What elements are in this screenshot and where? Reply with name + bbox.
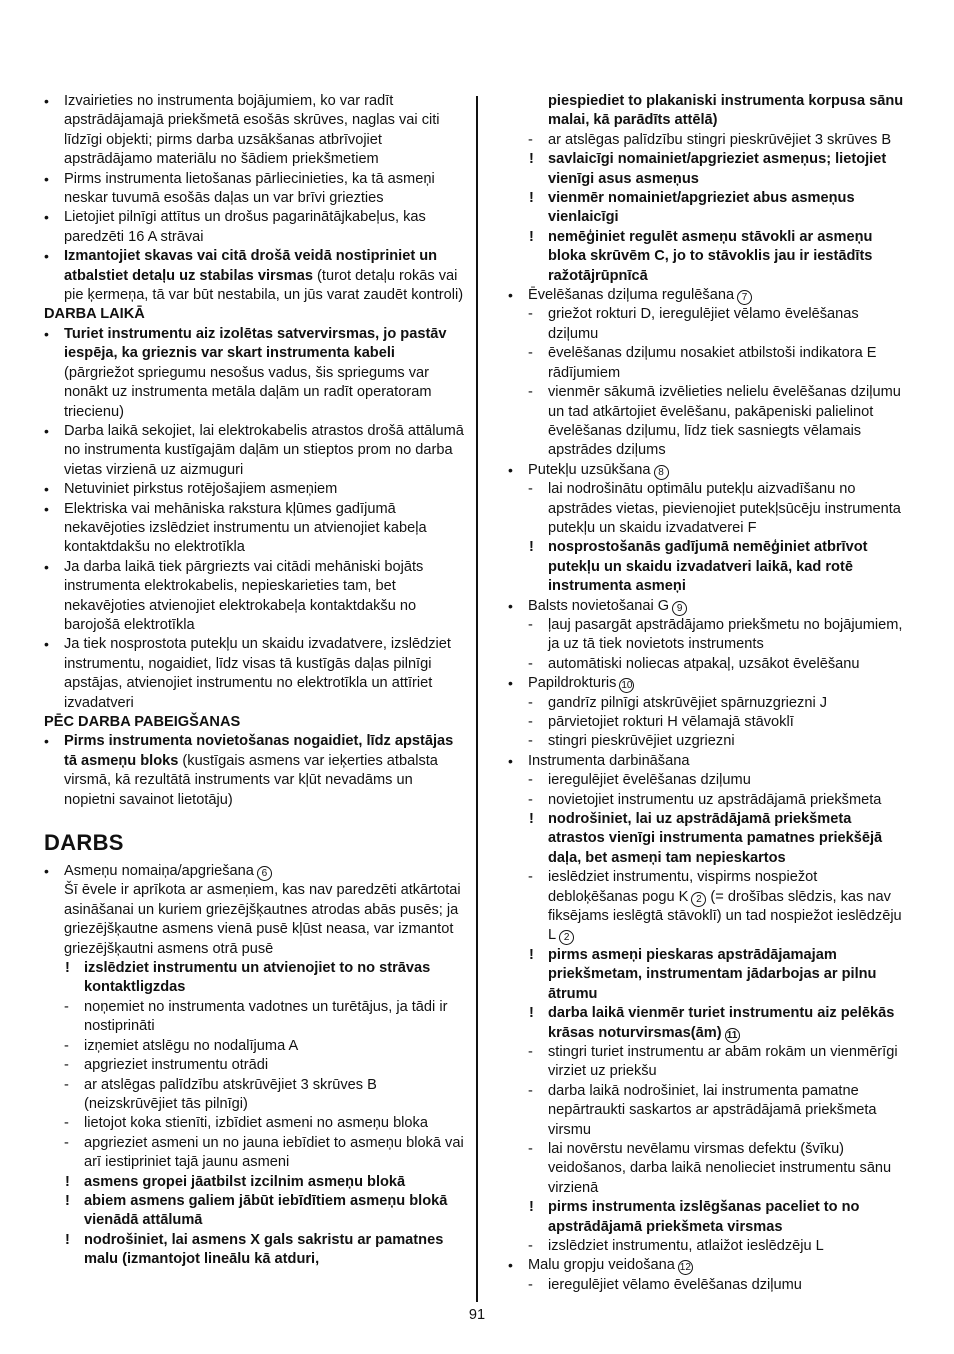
text-run: Instrumenta darbināšana: [528, 752, 690, 769]
step-item: [508, 480, 910, 538]
text-run: savlaicīgi nomainiet/apgrieziet asmeņus; lietojiet vienīgi asus asmeņus: [548, 151, 887, 187]
text-run: ar atslēgas palīdzību stingri pieskrūvējiet 3 skrūves B: [548, 131, 892, 148]
warning-icon: !: [65, 1231, 70, 1248]
dash-marker: -: [528, 869, 533, 886]
text-run: (turot detaļu rokās vai pie ķermeņa, tā var būt nestabila, un jūs varat zaudēt kontroli): [64, 267, 464, 304]
step-item: [508, 655, 910, 674]
bullet-marker: •: [508, 461, 513, 478]
text-run: Pirms instrumenta lietošanas pārliecinieties, ka tā asmeņi neskar tuvumā esošās daļas un var brīvi griezties: [64, 170, 435, 207]
dash-marker: -: [528, 1043, 533, 1060]
figure-reference: 9: [672, 601, 687, 616]
dash-marker: -: [64, 1037, 69, 1054]
text-run: nemēģiniet regulēt asmeņu stāvokli ar asmeņu bloka skrūvēm C, jo to stāvoklis jau ir iestādīts ražotājrūpnīcā: [548, 228, 873, 284]
text-run: gandrīz pilnīgi atskrūvējiet spārnuzgriezni J: [548, 694, 828, 711]
left-column: [44, 92, 464, 1270]
warning-icon: !: [529, 1199, 534, 1216]
text-run: (= drošības slēdzis, kas nav fiksējams ieslēgtā stāvoklī) un tad nospiežot ieslēdzēju L: [548, 888, 902, 944]
column-divider: [476, 96, 478, 1302]
text-run: nosprostošanās gadījumā nemēģiniet atbrīvot putekļu un skaidu izvadatveri laikā, kad rotē instrumenta asmeņi: [548, 539, 868, 595]
step-item: [508, 694, 910, 713]
text-run: izslēdziet instrumentu, atlaižot ieslēdzēju L: [548, 1237, 824, 1254]
figure-reference: 11: [725, 1028, 740, 1043]
warning-icon: !: [529, 151, 534, 168]
text-run: nodrošiniet, lai asmens X gals sakristu ar pamatnes malu (izmantojot lineālu kā atduri,: [84, 1231, 444, 1268]
bullet-item: [508, 286, 910, 305]
text-run: Šī ēvele ir aprīkota ar asmeņiem, kas nav paredzēti atkārtotai asināšanai un kuriem griezējšķautnes atrodas abās pusēs; ja griezējšķautne asmens vienā pusē kļūst neasa, var izmantot griezējšķautni asmens otrā pusē: [64, 882, 461, 957]
warning-icon: !: [529, 946, 534, 963]
dash-marker: -: [528, 1237, 533, 1254]
bullet-item: [44, 862, 464, 881]
figure-reference: 6: [257, 866, 272, 881]
dash-marker: -: [64, 1115, 69, 1132]
bullet-marker: •: [44, 636, 49, 653]
bullet-marker: •: [508, 752, 513, 769]
bullet-marker: •: [508, 597, 513, 614]
warning-continuation: [508, 92, 910, 131]
dash-marker: -: [528, 714, 533, 730]
bullet-item: [508, 674, 910, 693]
text-run: Malu gropju veidošana: [528, 1257, 675, 1274]
text-run: Izmantojiet skavas vai citā drošā veidā nostipriniet un atbalstiet detaļu uz stabilas virsmas: [64, 248, 438, 284]
text-run: lietojot koka stienīti, izbīdiet asmeni no asmeņu bloka: [84, 1115, 428, 1132]
text-run: noņemiet no instrumenta vadotnes un turētājus, ja tādi ir nostiprināti: [84, 998, 448, 1035]
dash-marker: -: [528, 694, 533, 711]
step-item: [508, 1140, 910, 1198]
step-item: [44, 1037, 464, 1056]
step-item: [508, 616, 910, 655]
bullet-marker: •: [508, 675, 513, 692]
bullet-item: [44, 325, 464, 422]
figure-reference: 12: [679, 1262, 691, 1274]
text-run: vienmēr sākumā izvēlieties nelielu ēvelēšanas dziļumu un tad atkārtojiet ēvelēšanu, pakāpeniski palielinot ēvelēšanas dziļumu, līdz tiek sasniegts vēlamais apstrādes dziļums: [548, 384, 901, 459]
warning-icon: !: [529, 1005, 534, 1022]
text-run: Balsts novietošanai G: [528, 597, 670, 614]
warning-item: [508, 189, 910, 228]
text-run: griežot rokturi D, ieregulējiet vēlamo ēvelēšanas dziļumu: [548, 306, 859, 342]
text-run: (pārgriežot spriegumu nesošus vadus, šis spriegums var nonākt uz instrumenta metāla daļām un radīt operatoram triecienu): [64, 364, 432, 420]
warning-item: [44, 1173, 464, 1192]
dash-marker: -: [64, 1057, 69, 1074]
text-run: ēvelēšanas dziļumu nosakiet atbilstoši indikatora E rādījumiem: [548, 345, 877, 381]
step-item: [44, 1056, 464, 1075]
text-run: asmens gropei jāatbilst izcilnim asmeņu blokā: [84, 1173, 406, 1190]
bullet-marker: •: [44, 93, 49, 109]
section-heading: [44, 830, 464, 856]
bullet-marker: •: [44, 325, 49, 342]
text-run: Elektriska vai mehāniska rakstura kļūmes gadījumā nekavējoties izslēdziet instrumentu un atvienojiet kabeļa kontaktdakšu no elektrotīkla: [64, 500, 427, 556]
warning-icon: !: [529, 228, 534, 245]
text-run: Pirms instrumenta novietošanas nogaidiet, līdz apstājas tā asmeņu bloks: [64, 733, 454, 769]
bullet-marker: •: [508, 287, 513, 304]
bullet-item: [44, 480, 464, 499]
text-run: Asmeņu nomaiņa/apgriešana: [64, 863, 254, 880]
text-run: abiem asmens galiem jābūt iebīdītiem asmeņu blokā vienādā attālumā: [84, 1192, 448, 1229]
bullet-marker: •: [508, 1257, 513, 1274]
bullet-item: [508, 1256, 910, 1275]
warning-icon: !: [65, 1192, 70, 1209]
text-run: pirms asmeņi pieskaras apstrādājamajam priekšmetam, instrumentam jādarbojas ar pilnu ātrumu: [548, 946, 877, 1002]
paragraph: [44, 881, 464, 959]
bullet-marker: •: [44, 481, 49, 498]
text-run: ieregulējiet vēlamo ēvelēšanas dziļumu: [548, 1276, 802, 1293]
warning-icon: !: [529, 539, 534, 556]
text-run: izņemiet atslēgu no nodalījuma A: [84, 1037, 299, 1054]
dash-marker: -: [528, 384, 533, 401]
bullet-item: [44, 208, 464, 247]
text-run: Papildrokturis: [528, 675, 617, 692]
dash-marker: -: [528, 655, 533, 672]
step-item: [508, 305, 910, 344]
dash-marker: -: [528, 791, 533, 808]
step-item: [508, 713, 910, 732]
text-run: (kustīgais asmens var ieķerties atbalsta virsmā, kā rezultātā instruments var kļūt nevadāms un nopietni savainot lietotāju): [64, 752, 438, 808]
bullet-item: [44, 92, 464, 170]
bullet-item: [508, 752, 910, 771]
text-run: Turiet instrumentu aiz izolētas satvervirsmas, jo pastāv iespēja, ka grieznis var skart instrumenta kabeli: [64, 325, 447, 362]
step-item: [508, 131, 910, 150]
dash-marker: -: [64, 998, 69, 1015]
step-item: [44, 1114, 464, 1133]
bullet-marker: •: [44, 863, 49, 880]
warning-item: [508, 150, 910, 189]
bullet-item: [508, 461, 910, 480]
text-run: Putekļu uzsūkšana: [528, 461, 651, 478]
step-item: [508, 1276, 910, 1295]
bullet-item: [44, 732, 464, 810]
text-run: darba laikā vienmēr turiet instrumentu aiz pelēkās krāsas noturvirsmas(ām): [548, 1005, 895, 1041]
text-run: nodrošiniet, lai uz apstrādājamā priekšmeta atrastos vienīgi instrumenta pamatnes priekšējā daļa, bet asmeņi tam nepieskartos: [548, 811, 883, 866]
step-item: [44, 1134, 464, 1173]
bullet-item: [44, 500, 464, 558]
warning-item: [44, 959, 464, 998]
warning-icon: !: [65, 1173, 70, 1190]
bullet-marker: •: [44, 209, 49, 226]
text-run: apgrieziet instrumentu otrādi: [84, 1057, 269, 1074]
text-run: lai novērstu nevēlamu virsmas defektu (švīku) veidošanos, darba laikā nenolieciet instrumentu sānu virzienā: [548, 1140, 892, 1196]
text-run: stingri turiet instrumentu ar abām rokām un vienmērīgi virziet uz priekšu: [548, 1043, 898, 1080]
dash-marker: -: [528, 131, 533, 148]
text-run: ar atslēgas palīdzību atskrūvējiet 3 skrūves B (neizskrūvējiet tās pilnīgi): [84, 1076, 377, 1112]
text-run: darba laikā nodrošiniet, lai instrumenta pamatne nepārtraukti saskartos ar apstrādājamā priekšmeta virsmu: [548, 1082, 877, 1138]
bullet-item: [44, 247, 464, 305]
bullet-item: [508, 597, 910, 616]
text-run: Darba laikā sekojiet, lai elektrokabelis atrastos drošā attālumā no instrumenta kustīgajām daļām un stieptos prom no darba vietas virzienā uz aizmuguri: [64, 422, 464, 478]
step-item: [508, 732, 910, 751]
text-run: Izvairieties no instrumenta bojājumiem, ko var radīt apstrādājamajā priekšmetā esošās skrūves, naglas vai citi līdzīgi objekti; pirms darba uzsākšanas atbrīvojiet apstrādājamo materiālu no šādiem priekšmetiem: [64, 93, 440, 168]
text-run: izslēdziet instrumentu un atvienojiet to no strāvas kontaktligzdas: [84, 960, 431, 996]
text-run: pirms instrumenta izslēgšanas paceliet to no apstrādājamā priekšmeta virsmas: [548, 1199, 860, 1235]
right-column: [508, 92, 910, 1295]
text-run: Ja tiek nosprostota putekļu un skaidu izvadatvere, izslēdziet instrumentu, nogaidiet, līdz visas tā kustīgās daļas pilnīgi apstājas, atvienojiet instrumentu no elektrotīkla un attīriet izvadatveri: [64, 636, 451, 711]
bullet-marker: •: [44, 733, 49, 750]
text-run: Lietojiet pilnīgi attītus un drošus pagarinātājkabeļus, kas paredzēti 16 A strāvai: [64, 209, 426, 245]
text-run: apgrieziet asmeni un no jauna iebīdiet to asmeņu blokā vai arī iestipriniet tajā jaunu asmeni: [84, 1134, 464, 1171]
bullet-item: [44, 170, 464, 209]
dash-marker: -: [528, 345, 533, 362]
warning-item: [44, 1231, 464, 1270]
warning-item: [508, 810, 910, 868]
figure-reference: 8: [654, 465, 669, 480]
dash-marker: -: [528, 772, 533, 789]
step-item: [508, 344, 910, 383]
bullet-item: [44, 422, 464, 480]
dash-marker: -: [528, 1140, 533, 1157]
subheading: [44, 713, 464, 732]
warning-icon: !: [529, 811, 534, 828]
text-run: ieslēdziet instrumentu, vispirms nospiežot debloķēšanas pogu K: [548, 869, 818, 905]
text-run: DARBS: [44, 830, 124, 856]
bullet-marker: •: [44, 248, 49, 265]
dash-marker: -: [528, 616, 533, 633]
step-item: [508, 1237, 910, 1256]
text-run: Ēvelēšanas dziļuma regulēšana: [528, 287, 735, 304]
step-item: [508, 1082, 910, 1140]
text-run: ieregulējiet ēvelēšanas dziļumu: [548, 772, 751, 789]
dash-marker: -: [528, 481, 533, 498]
text-run: PĒC DARBA PABEIGŠANAS: [44, 714, 241, 730]
text-run: Netuviniet pirkstus rotējošajiem asmeņiem: [64, 481, 338, 498]
warning-item: [508, 1198, 910, 1237]
subheading: [44, 305, 464, 324]
figure-reference: 7: [737, 290, 752, 305]
bullet-marker: •: [44, 500, 49, 517]
step-item: [508, 383, 910, 461]
warning-item: [508, 946, 910, 1004]
step-item: [44, 1076, 464, 1115]
step-item: [508, 771, 910, 790]
text-run: automātiski noliecas atpakaļ, uzsākot ēvelēšanu: [548, 655, 860, 672]
warning-item: [508, 1004, 910, 1043]
figure-reference: 2: [691, 892, 706, 907]
dash-marker: -: [64, 1134, 69, 1151]
warning-icon: !: [65, 960, 70, 977]
warning-item: [508, 228, 910, 286]
text-run: pārvietojiet rokturi H vēlamajā stāvoklī: [548, 714, 794, 730]
bullet-item: [44, 558, 464, 636]
warning-item: [44, 1192, 464, 1231]
dash-marker: -: [64, 1076, 69, 1093]
step-item: [44, 998, 464, 1037]
dash-marker: -: [528, 1082, 533, 1099]
dash-marker: -: [528, 733, 533, 750]
figure-reference: 2: [559, 930, 574, 945]
bullet-item: [44, 635, 464, 713]
dash-marker: -: [528, 1276, 533, 1293]
text-run: ļauj pasargāt apstrādājamo priekšmetu no bojājumiem, ja uz tā tiek novietots instruments: [548, 616, 903, 653]
page-number: 91: [468, 1307, 486, 1323]
text-run: piespiediet to plakaniski instrumenta korpusa sānu malai, kā parādīts attēlā): [548, 93, 904, 129]
text-run: DARBA LAIKĀ: [44, 306, 145, 323]
text-run: lai nodrošinātu optimālu putekļu aizvadīšanu no apstrādes vietas, pievienojiet putekļsūcēju instrumenta putekļu un skaidu izvadatverei F: [548, 481, 901, 536]
dash-marker: -: [528, 306, 533, 323]
text-run: novietojiet instrumentu uz apstrādājamā priekšmeta: [548, 791, 882, 808]
figure-reference: 10: [621, 680, 633, 692]
step-item: [508, 1043, 910, 1082]
warning-icon: !: [529, 190, 534, 207]
warning-item: [508, 538, 910, 596]
text-run: stingri pieskrūvējiet uzgriezni: [548, 733, 735, 750]
text-run: Ja darba laikā tiek pārgriezts vai citādi mehāniski bojāts instrumenta elektrokabelis, nepieskarieties tam, bet nekavējoties atvienojiet elektrokabeļa kontaktdakšu no barojošā elektrotīkla: [64, 558, 424, 633]
bullet-marker: •: [44, 558, 49, 575]
step-item: [508, 868, 910, 946]
bullet-marker: •: [44, 422, 49, 439]
step-item: [508, 791, 910, 810]
text-run: vienmēr nomainiet/apgrieziet abus asmeņus vienlaicīgi: [548, 190, 855, 226]
bullet-marker: •: [44, 170, 49, 187]
